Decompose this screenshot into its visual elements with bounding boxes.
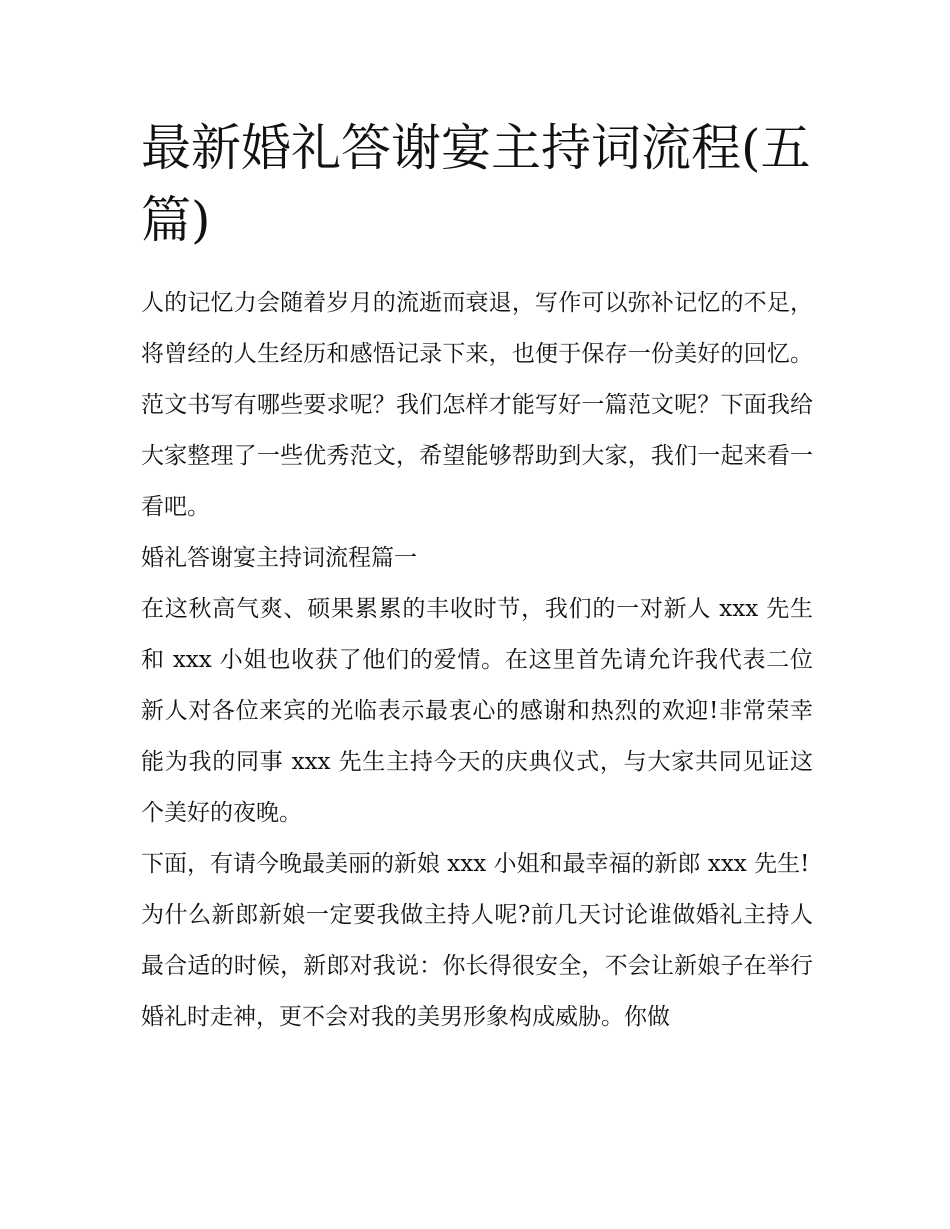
intro-paragraph: 人的记忆力会随着岁月的流逝而衰退，写作可以弥补记忆的不足，将曾经的人生经历和感悟记录下来，也便于保存一份美好的回忆。范文书写有哪些要求呢？我们怎样才能写好一篇范文呢？下面我给大家整理了一些优秀范文，希望能够帮助到大家，我们一起来看一看吧。 — [141, 290, 813, 520]
document-body — [141, 278, 813, 1043]
section-heading: 婚礼答谢宴主持词流程篇一 — [141, 545, 417, 571]
body-paragraph: 为什么新郎新娘一定要我做主持人呢?前几天讨论谁做婚礼主持人最合适的时候，新郎对我说：你长得很安全，不会让新娘子在举行婚礼时走神，更不会对我的美男形象构成威胁。你做 — [141, 902, 813, 1030]
body-paragraph: 下面，有请今晚最美丽的新娘 xxx 小姐和最幸福的新郎 xxx 先生! — [141, 851, 810, 877]
document-title: 最新婚礼答谢宴主持词流程(五篇) — [141, 119, 811, 249]
body-paragraph: 在这秋高气爽、硕果累累的丰收时节，我们的一对新人 xxx 先生和 xxx 小姐也收获了他们的爱情。在这里首先请允许我代表二位新人对各位来宾的光临表示最衷心的感谢和热烈的欢迎!非常荣幸能为我的同事 xxx 先生主持今天的庆典仪式，与大家共同见证这个美好的夜晚。 — [141, 596, 813, 826]
document-content — [141, 112, 813, 1043]
